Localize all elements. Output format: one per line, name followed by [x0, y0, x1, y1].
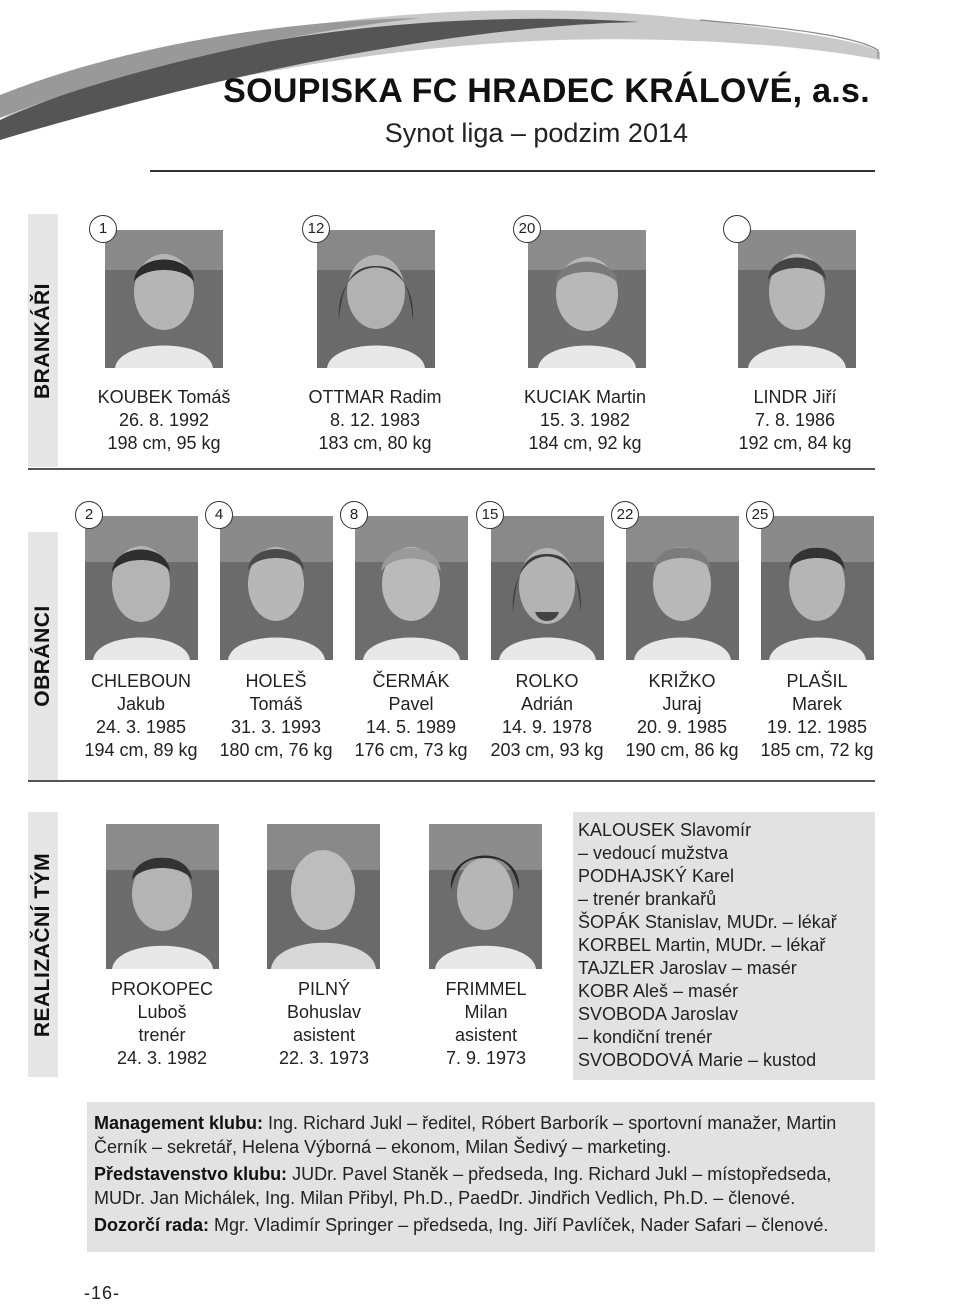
player-surname: KRIŽKO — [648, 671, 716, 691]
section-divider-defenders — [28, 780, 875, 782]
player-photo — [491, 516, 604, 660]
staff-list-line: – trenér brankařů — [578, 889, 717, 909]
jersey-number: 4 — [205, 501, 233, 529]
staff-surname: PROKOPEC — [110, 979, 214, 999]
player-dob: 14. 9. 1978 — [501, 717, 593, 737]
staff-photo — [267, 824, 380, 969]
player-info — [74, 386, 254, 455]
staff-list-line: SVOBODA Jaroslav — [578, 1004, 739, 1024]
player-surname: CHLEBOUN — [90, 671, 192, 691]
header-divider — [150, 170, 875, 172]
staff-info — [416, 978, 556, 1070]
jersey-number — [723, 215, 751, 243]
staff-firstname: Bohuslav — [286, 1002, 362, 1022]
section-tab-defenders — [28, 532, 58, 780]
player-dob: 7. 8. 1986 — [754, 410, 836, 430]
page-number: -16- — [84, 1283, 121, 1303]
section-label-defenders: OBRÁNCI — [31, 605, 54, 707]
player-dob: 31. 3. 1993 — [230, 717, 322, 737]
player-dob: 15. 3. 1982 — [539, 410, 631, 430]
player-name: KOUBEK Tomáš — [97, 387, 231, 407]
player-photo — [626, 516, 739, 660]
section-tab-goalkeepers — [28, 214, 58, 467]
board-value: JUDr. Pavel Staněk – předseda, Ing. Richard Jukl – místopředseda, MUDr. Jan Michálek, Ing. Milan Přibyl, Ph.D., PaedDr. Jindřich Vedlich, Ph.D. – členové. — [94, 1164, 832, 1208]
player-info — [346, 670, 476, 762]
jersey-number: 2 — [75, 501, 103, 529]
staff-role: trenér — [138, 1025, 186, 1045]
player-body: 198 cm, 95 kg — [107, 433, 221, 453]
player-info — [705, 386, 885, 455]
jersey-number: 12 — [302, 215, 330, 243]
supervisory-paragraph — [94, 1214, 874, 1238]
jersey-number: 1 — [89, 215, 117, 243]
player-firstname: Pavel — [388, 694, 434, 714]
jersey-number: 20 — [513, 215, 541, 243]
section-label-staff: REALIZAČNÍ TÝM — [31, 852, 54, 1037]
staff-info — [254, 978, 394, 1070]
player-firstname: Marek — [791, 694, 842, 714]
supervisory-value: Mgr. Vladimír Springer – předseda, Ing. Jiří Pavlíček, Nader Safari – členové. — [214, 1215, 829, 1235]
player-photo — [761, 516, 874, 660]
player-info — [752, 670, 882, 762]
staff-role: asistent — [292, 1025, 356, 1045]
section-tab-staff — [28, 812, 58, 1077]
staff-list-line: PODHAJSKÝ Karel — [578, 866, 735, 886]
player-photo — [355, 516, 468, 660]
staff-list-line: KALOUSEK Slavomír — [578, 820, 752, 840]
player-photo — [528, 230, 646, 368]
player-surname: ČERMÁK — [372, 671, 450, 691]
staff-surname: FRIMMEL — [445, 979, 527, 999]
management-paragraph — [94, 1112, 874, 1159]
section-label-goalkeepers: BRANKÁŘI — [31, 282, 54, 399]
management-text — [94, 1112, 874, 1242]
staff-list-line: ŠOPÁK Stanislav, MUDr. – lékař — [578, 912, 837, 932]
player-info — [285, 386, 465, 455]
board-label: Představenstvo klubu: — [94, 1164, 288, 1184]
player-info — [495, 386, 675, 455]
player-info — [482, 670, 612, 762]
page-title: SOUPISKA FC HRADEC KRÁLOVÉ, a.s. — [223, 72, 870, 110]
staff-list-line: SVOBODOVÁ Marie – kustod — [578, 1050, 817, 1070]
player-dob: 20. 9. 1985 — [636, 717, 728, 737]
staff-firstname: Milan — [464, 1002, 508, 1022]
player-firstname: Adrián — [520, 694, 574, 714]
staff-list-line: – kondiční trenér — [578, 1027, 713, 1047]
jersey-number: 8 — [340, 501, 368, 529]
player-body: 183 cm, 80 kg — [318, 433, 432, 453]
staff-photo — [429, 824, 542, 969]
player-dob: 8. 12. 1983 — [329, 410, 421, 430]
player-body: 192 cm, 84 kg — [738, 433, 852, 453]
player-name: OTTMAR Radim — [308, 387, 442, 407]
player-body: 180 cm, 76 kg — [219, 740, 333, 760]
player-photo — [317, 230, 435, 368]
player-photo — [220, 516, 333, 660]
staff-list — [578, 819, 878, 1072]
player-dob: 24. 3. 1985 — [95, 717, 187, 737]
player-surname: PLAŠIL — [786, 671, 848, 691]
board-paragraph — [94, 1163, 874, 1210]
staff-list-line: KOBR Aleš – masér — [578, 981, 739, 1001]
player-photo — [85, 516, 198, 660]
player-firstname: Juraj — [662, 694, 702, 714]
player-dob: 26. 8. 1992 — [118, 410, 210, 430]
staff-dob: 24. 3. 1982 — [116, 1048, 208, 1068]
staff-firstname: Luboš — [137, 1002, 187, 1022]
player-info — [211, 670, 341, 762]
player-dob: 14. 5. 1989 — [365, 717, 457, 737]
management-value: Ing. Richard Jukl – ředitel, Róbert Barborík – sportovní manažer, Martin Černík – sekretář, Helena Výborná – ekonom, Milan Šedivý – marketing. — [94, 1113, 837, 1157]
player-photo — [738, 230, 856, 368]
jersey-number: 15 — [476, 501, 504, 529]
player-surname: ROLKO — [515, 671, 579, 691]
player-dob: 19. 12. 1985 — [766, 717, 868, 737]
player-body: 176 cm, 73 kg — [354, 740, 468, 760]
player-name: KUCIAK Martin — [523, 387, 647, 407]
staff-surname: PILNÝ — [297, 979, 351, 999]
jersey-number: 25 — [746, 501, 774, 529]
management-label: Management klubu: — [94, 1113, 264, 1133]
staff-role: asistent — [454, 1025, 518, 1045]
section-divider-goalkeepers — [28, 468, 875, 470]
staff-list-line: KORBEL Martin, MUDr. – lékař — [578, 935, 826, 955]
staff-dob: 22. 3. 1973 — [278, 1048, 370, 1068]
player-firstname: Jakub — [116, 694, 166, 714]
player-info — [617, 670, 747, 762]
player-body: 190 cm, 86 kg — [625, 740, 739, 760]
staff-dob: 7. 9. 1973 — [445, 1048, 527, 1068]
staff-list-line: TAJZLER Jaroslav – masér — [578, 958, 797, 978]
staff-info — [92, 978, 232, 1070]
player-body: 194 cm, 89 kg — [84, 740, 198, 760]
player-body: 185 cm, 72 kg — [760, 740, 874, 760]
staff-photo — [106, 824, 219, 969]
page-subtitle: Synot liga – podzim 2014 — [384, 118, 688, 148]
staff-list-line: – vedoucí mužstva — [578, 843, 729, 863]
jersey-number: 22 — [611, 501, 639, 529]
player-surname: HOLEŠ — [245, 671, 307, 691]
player-body: 203 cm, 93 kg — [490, 740, 604, 760]
player-body: 184 cm, 92 kg — [528, 433, 642, 453]
player-firstname: Tomáš — [249, 694, 303, 714]
player-photo — [105, 230, 223, 368]
player-name: LINDR Jiří — [753, 387, 837, 407]
supervisory-label: Dozorčí rada: — [94, 1215, 210, 1235]
player-info — [76, 670, 206, 762]
